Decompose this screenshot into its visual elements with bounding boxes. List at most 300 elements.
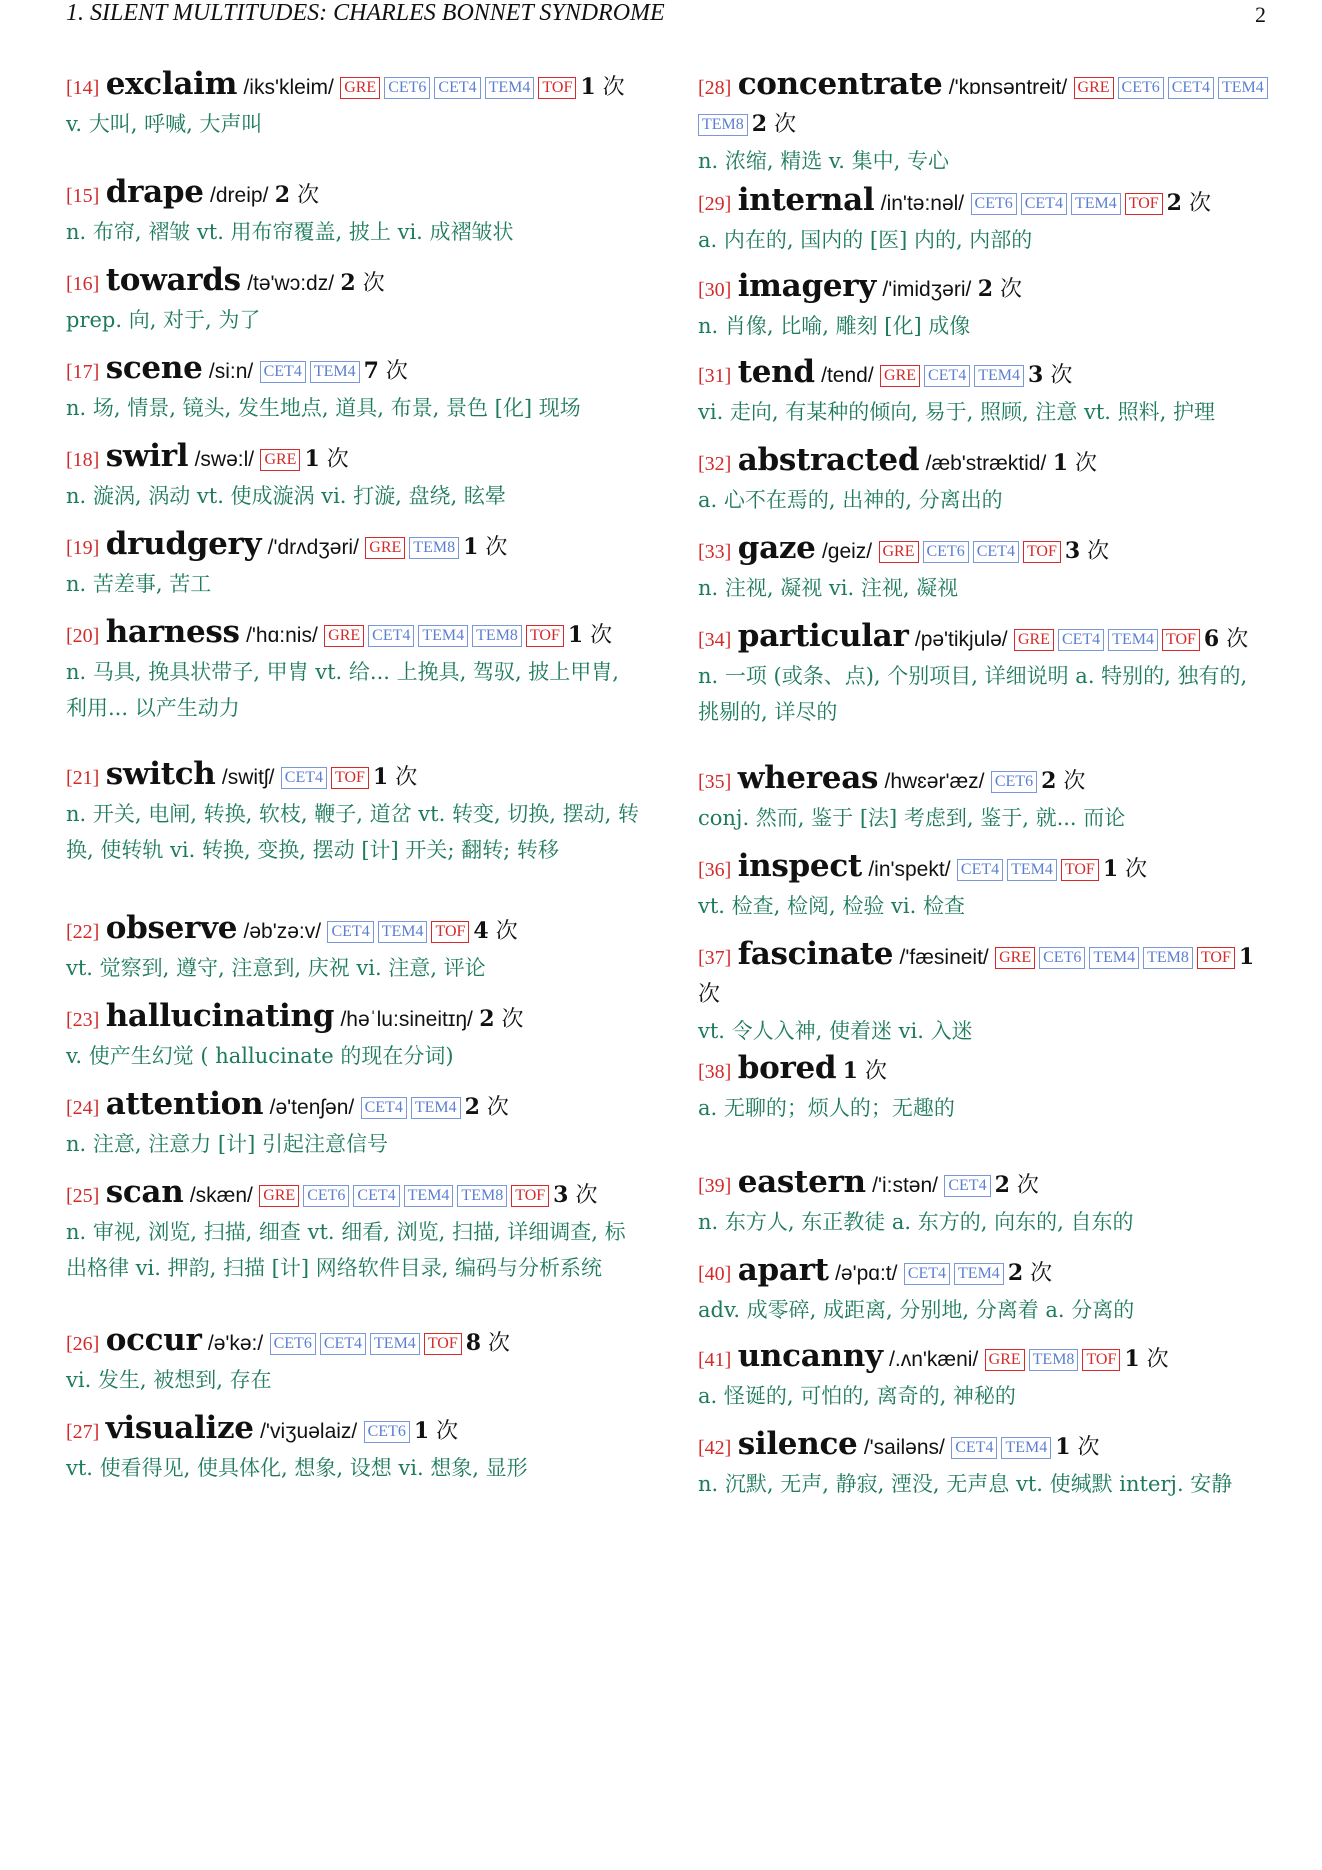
frequency-unit: 次 (494, 1007, 524, 1032)
vocab-entry (698, 354, 1273, 430)
entry-number: [27] (66, 1421, 100, 1443)
entry-number: [23] (66, 1009, 100, 1031)
definition: vt. 检查, 检阅, 检验 vi. 检查 (698, 894, 965, 918)
definition: n. 沉默, 无声, 静寂, 湮没, 无声息 vt. 使缄默 interj. 安静 (698, 1472, 1233, 1496)
entry-number: [38] (698, 1061, 732, 1083)
exam-tag: GRE (985, 1349, 1025, 1371)
vocab-entry (66, 910, 641, 986)
entry-number: [19] (66, 537, 100, 559)
entry-headline (698, 618, 1273, 658)
exam-tag: TOF (1023, 541, 1061, 563)
headword: scene (105, 350, 203, 386)
entry-number: [17] (66, 361, 100, 383)
frequency (1167, 191, 1211, 216)
definition: vi. 走向, 有某种的倾向, 易于, 照顾, 注意 vt. 照料, 护理 (698, 400, 1216, 424)
frequency (1204, 627, 1248, 652)
entry-number: [41] (698, 1349, 732, 1371)
vocab-entry (66, 438, 641, 514)
frequency (473, 919, 517, 944)
frequency-unit: 次 (479, 1095, 509, 1120)
entry-number: [14] (66, 77, 100, 99)
entry-number: [32] (698, 453, 732, 475)
entry-number: [20] (66, 625, 100, 647)
frequency-count: 2 (1166, 190, 1182, 216)
frequency-unit: 次 (1139, 1347, 1169, 1372)
exam-tag: TEM4 (411, 1097, 461, 1119)
headword: particular (737, 618, 909, 654)
vocab-entry (66, 262, 641, 338)
definition: n. 苦差事, 苦工 (66, 572, 212, 596)
frequency (1008, 1261, 1052, 1286)
definition: vt. 使看得见, 使具体化, 想象, 设想 vi. 想象, 显形 (66, 1456, 528, 1480)
frequency (463, 535, 507, 560)
phonetic: /.ʌn'kæni/ (889, 1348, 979, 1371)
frequency-unit: 次 (583, 623, 613, 648)
frequency-count: 1 (1055, 1434, 1071, 1460)
definition: v. 使产生幻觉 ( hallucinate 的现在分词) (66, 1044, 454, 1068)
exam-tag: TEM4 (485, 77, 535, 99)
entry-headline (698, 530, 1273, 570)
exam-tag: CET4 (281, 767, 327, 789)
exam-tag: TEM8 (457, 1185, 507, 1207)
entry-headline (66, 66, 641, 106)
frequency-count: 2 (479, 1006, 495, 1032)
frequency-count: 4 (473, 918, 489, 944)
frequency-count: 1 (372, 764, 389, 790)
definition: a. 心不在焉的, 出神的, 分离出的 (698, 488, 1003, 512)
vocab-entry (698, 66, 1273, 179)
exam-tag: CET4 (353, 1185, 399, 1207)
exam-tag: CET6 (1118, 77, 1164, 99)
exam-tag: TOF (511, 1185, 549, 1207)
frequency-unit: 次 (698, 982, 721, 1007)
frequency (1103, 857, 1147, 882)
frequency-count: 1 (1124, 1346, 1140, 1372)
vocab-entry (698, 848, 1273, 924)
frequency (580, 75, 624, 100)
exam-tag: CET4 (1168, 77, 1214, 99)
headword: observe (105, 910, 238, 946)
vocab-entry (66, 1410, 641, 1486)
frequency-unit: 次 (857, 1059, 887, 1084)
phonetic: /switʃ/ (221, 766, 275, 789)
frequency-count: 3 (1064, 538, 1081, 564)
frequency (364, 359, 408, 384)
phonetic: /'kɒnsəntreit/ (948, 76, 1068, 99)
frequency-count: 1 (413, 1418, 430, 1444)
frequency (340, 271, 384, 296)
entry-headline (66, 438, 641, 478)
exam-tag: CET6 (303, 1185, 349, 1207)
exam-tag: GRE (259, 1185, 299, 1207)
entry-headline (66, 1322, 641, 1362)
headword: occur (105, 1322, 202, 1358)
exam-tag: CET6 (384, 77, 430, 99)
frequency (1124, 1347, 1168, 1372)
vocab-entry (698, 1426, 1273, 1502)
frequency-count: 2 (274, 182, 291, 208)
vocab-entry (698, 1050, 1273, 1126)
frequency-count: 6 (1203, 626, 1220, 652)
exam-tag: CET6 (923, 541, 969, 563)
definition: adv. 成零碎, 成距离, 分别地, 分离着 a. 分离的 (698, 1298, 1135, 1322)
frequency (1065, 539, 1109, 564)
phonetic: /'viʒuəlaiz/ (260, 1420, 358, 1443)
exam-tag: TEM4 (418, 625, 468, 647)
phonetic: /hwɛər'æz/ (884, 770, 985, 793)
definition: a. 怪诞的, 可怕的, 离奇的, 神秘的 (698, 1384, 1016, 1408)
exam-tag: GRE (365, 537, 405, 559)
frequency-count: 1 (1102, 856, 1119, 882)
entry-headline (66, 910, 641, 950)
headword: whereas (737, 760, 879, 796)
exam-tag: TOF (1082, 1349, 1120, 1371)
phonetic: /həˈlu:sineitɪŋ/ (340, 1008, 473, 1031)
definition: vt. 令人入神, 使着迷 vi. 入迷 (698, 1019, 973, 1043)
frequency-count: 1 (567, 622, 584, 648)
exam-tag: TOF (1162, 629, 1200, 651)
vocab-entry (66, 1086, 641, 1162)
frequency (1055, 1435, 1099, 1460)
entry-number: [28] (698, 77, 732, 99)
phonetic: /əb'zə:v/ (243, 920, 322, 943)
exam-tag: TOF (431, 921, 469, 943)
frequency-count: 3 (1028, 362, 1044, 388)
vocab-entry (66, 756, 641, 868)
phonetic: /'sailəns/ (863, 1436, 945, 1459)
definition: n. 布帘, 褶皱 vt. 用布帘覆盖, 披上 vi. 成褶皱状 (66, 220, 514, 244)
exam-tag: TOF (526, 625, 564, 647)
vocab-entry (698, 268, 1273, 344)
entry-headline (698, 1338, 1273, 1378)
frequency (465, 1095, 509, 1120)
entry-number: [24] (66, 1097, 100, 1119)
phonetic: /skæn/ (189, 1184, 253, 1207)
exam-tag: TEM4 (378, 921, 428, 943)
entry-number: [42] (698, 1437, 732, 1459)
exam-tag: TEM8 (698, 114, 748, 136)
frequency-unit: 次 (993, 277, 1022, 302)
definition: n. 注视, 凝视 vi. 注视, 凝视 (698, 576, 959, 600)
entry-headline (698, 182, 1273, 222)
exam-tag: TEM8 (1029, 1349, 1079, 1371)
entry-headline (698, 354, 1273, 394)
entry-number: [22] (66, 921, 100, 943)
exam-tag: TOF (1061, 859, 1099, 881)
frequency-unit: 次 (478, 535, 508, 560)
frequency-count: 3 (553, 1182, 569, 1208)
frequency-unit: 次 (1023, 1261, 1053, 1286)
phonetic: /'hɑ:nis/ (246, 624, 318, 647)
definition: n. 一项 (或条、点), 个别项目, 详细说明 a. 特别的, 独有的, 挑剔的, 详尽的 (698, 664, 1248, 724)
definition: vi. 发生, 被想到, 存在 (66, 1368, 272, 1392)
frequency (479, 1007, 523, 1032)
entry-headline (698, 1252, 1273, 1292)
exam-tag: TOF (538, 77, 576, 99)
frequency (568, 623, 612, 648)
phonetic: /tend/ (821, 364, 874, 387)
entry-headline (66, 614, 641, 654)
headword: tend (737, 354, 815, 390)
entry-headline (66, 350, 641, 390)
exam-tag: CET6 (991, 771, 1037, 793)
entry-number: [35] (698, 771, 732, 793)
headword: drudgery (105, 526, 262, 562)
frequency (843, 1059, 887, 1084)
entry-headline (698, 848, 1273, 888)
frequency-count: 8 (465, 1330, 482, 1356)
entry-number: [34] (698, 629, 732, 651)
vocab-entry (698, 760, 1273, 836)
phonetic: /tə'wɔ:dz/ (247, 272, 335, 295)
headword: visualize (105, 1410, 254, 1446)
frequency-unit: 次 (568, 1183, 598, 1208)
vocab-entry (66, 350, 641, 426)
phonetic: /ə'kə:/ (207, 1332, 264, 1355)
definition: n. 马具, 挽具状带子, 甲胄 vt. 给... 上挽具, 驾驭, 披上甲胄, 利用... 以产生动力 (66, 660, 619, 720)
entry-headline (66, 262, 641, 302)
exam-tag: CET6 (364, 1421, 410, 1443)
frequency-unit: 次 (388, 765, 418, 790)
vocab-entry (698, 442, 1273, 518)
vocab-entry (66, 1174, 641, 1286)
headword: hallucinating (105, 998, 335, 1034)
definition: n. 浓缩, 精选 v. 集中, 专心 (698, 149, 949, 173)
entry-number: [31] (698, 365, 732, 387)
frequency-count: 1 (842, 1058, 858, 1084)
exam-tag: CET4 (951, 1437, 997, 1459)
phonetic: /æb'stræktid/ (925, 452, 1047, 475)
phonetic: /'fæsineit/ (899, 946, 989, 969)
headword: inspect (737, 848, 862, 884)
frequency-count: 2 (977, 276, 993, 302)
exam-tag: GRE (1074, 77, 1114, 99)
exam-tag: GRE (995, 947, 1035, 969)
entry-number: [18] (66, 449, 100, 471)
headword: switch (105, 756, 216, 792)
exam-tag: CET4 (260, 361, 306, 383)
vocab-entry (698, 1252, 1273, 1328)
entry-headline (66, 526, 641, 566)
exam-tag: TEM8 (409, 537, 459, 559)
frequency-count: 2 (751, 111, 768, 137)
exam-tag: CET4 (327, 921, 373, 943)
definition: conj. 然而, 鉴于 [法] 考虑到, 鉴于, 就... 而论 (698, 806, 1126, 830)
vocab-entry (698, 530, 1273, 606)
exam-tag: CET4 (944, 1175, 990, 1197)
entry-number: [26] (66, 1333, 100, 1355)
entry-headline (66, 756, 641, 796)
entry-headline (66, 1086, 641, 1126)
frequency-unit: 次 (1056, 769, 1086, 794)
frequency-unit: 次 (319, 447, 349, 472)
exam-tag: CET4 (368, 625, 414, 647)
exam-tag: CET4 (1021, 193, 1067, 215)
headword: fascinate (737, 936, 894, 972)
definition: n. 东方人, 东正教徒 a. 东方的, 向东的, 自东的 (698, 1210, 1134, 1234)
exam-tag: TEM4 (954, 1263, 1004, 1285)
phonetic: /geiz/ (821, 540, 873, 563)
running-header: 1. SILENT MULTITUDES: CHARLES BONNET SYNDROME (66, 0, 665, 26)
exam-tag: CET6 (1039, 947, 1085, 969)
exam-tag: TEM4 (1071, 193, 1121, 215)
frequency-unit: 次 (290, 183, 320, 208)
exam-tag: CET4 (434, 77, 480, 99)
frequency-unit: 次 (767, 112, 797, 137)
frequency (752, 112, 796, 137)
definition: prep. 向, 对于, 为了 (66, 308, 261, 332)
entry-headline (66, 1410, 641, 1450)
headword: scan (105, 1174, 184, 1210)
exam-tag: GRE (260, 449, 300, 471)
frequency-unit: 次 (1070, 1435, 1100, 1460)
definition: n. 场, 情景, 镜头, 发生地点, 道具, 布景, 景色 [化] 现场 (66, 396, 581, 420)
phonetic: /ə'tenʃən/ (269, 1096, 355, 1119)
frequency-unit: 次 (429, 1419, 459, 1444)
exam-tag: GRE (879, 541, 919, 563)
frequency-unit: 次 (1219, 627, 1249, 652)
exam-tag: TEM8 (472, 625, 522, 647)
exam-tag: TEM4 (1001, 1437, 1051, 1459)
exam-tag: GRE (1014, 629, 1054, 651)
entry-headline (698, 268, 1273, 308)
phonetic: /'i:stən/ (872, 1174, 938, 1197)
headword: towards (105, 262, 241, 298)
vocab-entry (66, 614, 641, 726)
entry-headline (66, 998, 641, 1038)
definition: vt. 觉察到, 遵守, 注意到, 庆祝 vi. 注意, 评论 (66, 956, 486, 980)
definition: n. 注意, 注意力 [计] 引起注意信号 (66, 1132, 388, 1156)
entry-number: [30] (698, 279, 732, 301)
vocab-entry (66, 998, 641, 1074)
vocab-entry (698, 618, 1273, 730)
exam-tag: TEM4 (1218, 77, 1268, 99)
frequency (978, 277, 1022, 302)
exam-tag: GRE (340, 77, 380, 99)
exam-tag: CET4 (1058, 629, 1104, 651)
phonetic: /swə:l/ (194, 448, 255, 471)
frequency (414, 1419, 458, 1444)
frequency (275, 183, 319, 208)
frequency-unit: 次 (481, 1331, 511, 1356)
frequency-unit: 次 (355, 271, 385, 296)
frequency-count: 1 (463, 534, 479, 560)
frequency-count: 1 (580, 74, 596, 100)
frequency-count: 2 (464, 1094, 480, 1120)
phonetic: /in'spekt/ (868, 858, 951, 881)
frequency (304, 447, 348, 472)
entry-headline (66, 174, 641, 214)
exam-tag: TEM4 (1089, 947, 1139, 969)
entry-number: [39] (698, 1175, 732, 1197)
frequency-count: 2 (340, 270, 356, 296)
frequency-unit: 次 (1043, 363, 1073, 388)
frequency-count: 1 (1052, 450, 1068, 476)
entry-number: [15] (66, 185, 100, 207)
frequency (553, 1183, 597, 1208)
vocab-entry (66, 526, 641, 602)
exam-tag: TEM4 (1108, 629, 1158, 651)
headword: silence (737, 1426, 858, 1462)
exam-tag: TOF (424, 1333, 462, 1355)
headword: concentrate (737, 66, 943, 102)
entry-number: [36] (698, 859, 732, 881)
definition: a. 无聊的；烦人的；无趣的 (698, 1096, 955, 1120)
exam-tag: TEM4 (370, 1333, 420, 1355)
phonetic: /'drʌdʒəri/ (267, 536, 359, 559)
exam-tag: GRE (324, 625, 364, 647)
entry-number: [25] (66, 1185, 100, 1207)
entry-headline (698, 66, 1273, 143)
vocab-entry (698, 936, 1273, 1049)
frequency-unit: 次 (595, 75, 625, 100)
frequency (1028, 363, 1072, 388)
headword: apart (737, 1252, 829, 1288)
exam-tag: TOF (331, 767, 369, 789)
exam-tag: CET4 (957, 859, 1003, 881)
entry-headline (698, 936, 1273, 1013)
frequency (466, 1331, 510, 1356)
vocab-entry (66, 1322, 641, 1398)
exam-tag: CET4 (320, 1333, 366, 1355)
frequency (1053, 451, 1097, 476)
frequency-count: 1 (1238, 944, 1255, 970)
headword: drape (105, 174, 204, 210)
frequency-unit: 次 (1080, 539, 1110, 564)
exam-tag: TOF (1125, 193, 1163, 215)
frequency-unit: 次 (1118, 857, 1148, 882)
headword: abstracted (737, 442, 920, 478)
headword: harness (105, 614, 240, 650)
frequency-count: 1 (304, 446, 320, 472)
exam-tag: CET4 (904, 1263, 950, 1285)
exam-tag: TEM4 (310, 361, 360, 383)
definition: v. 大叫, 呼喊, 大声叫 (66, 112, 263, 136)
headword: internal (737, 182, 875, 218)
frequency-unit: 次 (1009, 1173, 1039, 1198)
entry-number: [33] (698, 541, 732, 563)
entry-headline (698, 1050, 1273, 1090)
entry-headline (698, 442, 1273, 482)
exam-tag: TEM4 (1007, 859, 1057, 881)
entry-number: [16] (66, 273, 100, 295)
phonetic: /in'tə:nəl/ (880, 192, 965, 215)
frequency-unit: 次 (1181, 191, 1211, 216)
entry-number: [40] (698, 1263, 732, 1285)
phonetic: /ə'pɑ:t/ (835, 1262, 898, 1285)
exam-tag: CET4 (361, 1097, 407, 1119)
definition: n. 肖像, 比喻, 雕刻 [化] 成像 (698, 314, 971, 338)
frequency (995, 1173, 1039, 1198)
headword: exclaim (105, 66, 238, 102)
entry-headline (698, 1426, 1273, 1466)
exam-tag: CET6 (971, 193, 1017, 215)
frequency (373, 765, 417, 790)
entry-headline (698, 760, 1273, 800)
frequency-unit: 次 (1068, 451, 1097, 476)
exam-tag: TEM4 (974, 365, 1024, 387)
phonetic: /iks'kleim/ (243, 76, 334, 99)
headword: swirl (105, 438, 189, 474)
frequency-unit: 次 (378, 359, 408, 384)
entry-number: [29] (698, 193, 732, 215)
frequency-count: 7 (363, 358, 379, 384)
phonetic: /dreip/ (210, 184, 269, 207)
entry-headline (66, 1174, 641, 1214)
phonetic: /'imidʒəri/ (882, 278, 972, 301)
vocab-entry (698, 1164, 1273, 1240)
entry-headline (698, 1164, 1273, 1204)
